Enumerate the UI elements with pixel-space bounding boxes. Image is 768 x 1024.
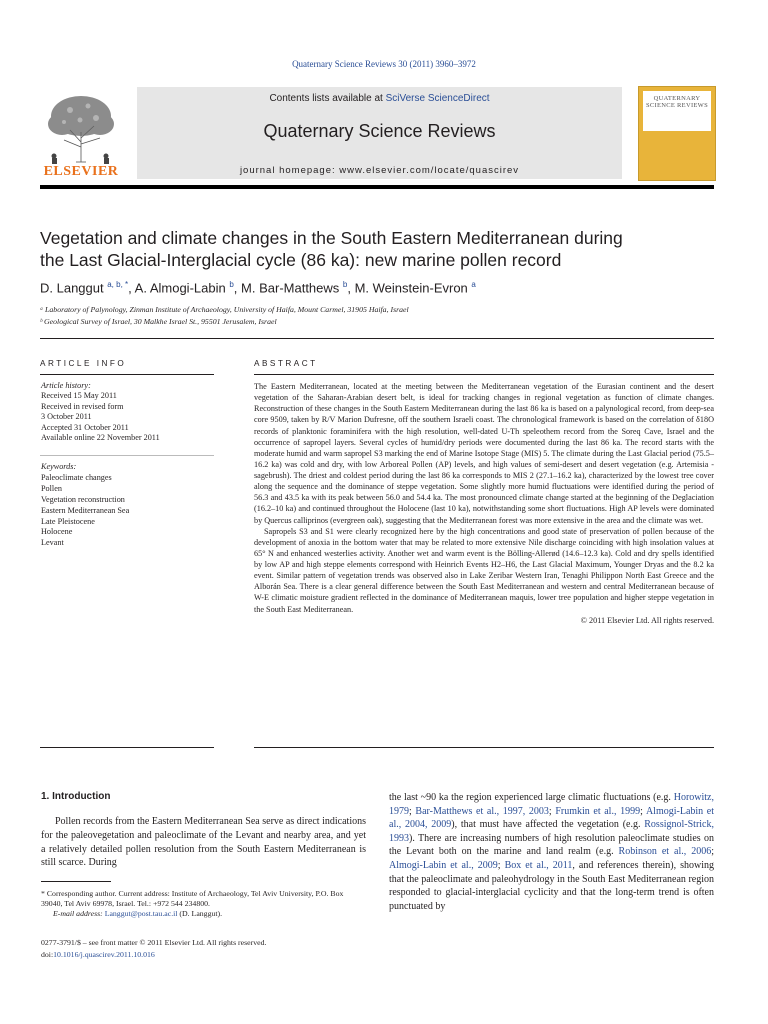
keyword: Vegetation reconstruction [41,494,125,504]
intro-text-run: the last ~90 ka the region experienced large climatic fluctuations (e.g. [389,792,674,803]
abstract-paragraph-1: The Eastern Mediterranean, located at the meeting between the Mediterranean vegetation of the Eurasian continent and the desert vegetation of the Saharan-Arabian desert belt, is ideal for tracking changes in regional vegetation as function of climate changes. Reconstruction of these changes in the South Eastern Mediterranean during the last 86 ka is based on a palynological record, from deep-sea core 9509, taken by R/V Marion Dufresne, off the southern Israeli coast. The chronological framework is based on the correlation of δ18O records of planktonic foraminifera with the high resolution, well-dated U-Th speleothem record from the Soreq Cave, Israel and the occurrence of sapropel layers. Several cycles of humid/dry periods were documented during the last 86 ka. The record starts with the moderate humid and warm sapropel S3 marking the end of Marine Isotope Stage (MIS) 5. The climate during the Last Glacial period (75.5–16.2 ka) was cold and dry, with low Arboreal Pollen (AP) levels, and high values of semi-desert and desert vegetation (e.g. Artemisia - sagebrush). The driest and coldest period during the last 86 ka corresponds to MIS 2 (27.1–16.2 ka), characterized by the lowest tree cover along the sequence and the dominance of steppe vegetation. Some slightly more humid fluctuations were identified during the period of 56.3 and 43.5 ka with its peak between 56.0 and 54.4 ka. The most pronounced climate change started at the beginning of the Deglaciation (16.2–10 ka) and continued throughout the Holocene (last 10 ka), notwithstanding some short fluctuations. High AP levels were dominated by Quercus calliprinos (evergreen oak), suggesting that the Mediterranean forest was more extensive in the area and the climate was wet. [254,382,714,525]
keyword: Pollen [41,483,62,493]
contents-prefix: Contents lists available at [269,93,386,104]
history-label: Article history: [41,381,91,390]
intro-text-run: ; [711,846,714,858]
citation-link[interactable]: Frumkin et al., 1999 [555,805,641,817]
keyword: Eastern Mediterranean Sea [41,505,130,515]
author-name[interactable]: A. Almogi-Labin [134,280,226,296]
citation-link[interactable]: Bar-Matthews et al., 1997, 2003 [415,805,549,817]
intro-text-run: ; [548,805,556,817]
cover-title: QUATERNARY SCIENCE REVIEWS [645,95,709,109]
elsevier-wordmark[interactable]: ELSEVIER [43,164,119,179]
introduction-text-right [389,791,714,913]
intro-text-run: ; [409,805,416,817]
history-item: Accepted 31 October 2011 [41,422,129,432]
title-line-1: Vegetation and climate changes in the South Eastern Mediterranean during [40,228,623,248]
info-divider [40,455,214,456]
history-item: Received 15 May 2011 [41,391,117,401]
author-affil-sup[interactable]: a, b, * [107,280,129,289]
citation-link[interactable]: Box et al., 2011 [504,859,573,871]
introduction-text-left: Pollen records from the Eastern Mediterranean Sea serve as direct indications for the paleovegetation and paleoclimate of the Levant and nearby area, and yet a relatively detailed pollen resolution from the South Eastern Mediterranean is still scarce. During [41,816,366,869]
copyright-line: © 2011 Elsevier Ltd. All rights reserved. [580,615,714,625]
citation-link[interactable]: Robinson et al., 2006 [618,846,712,858]
abstract-heading: ABSTRACT [254,359,318,368]
email-label: E-mail address: [53,909,105,919]
abstract-body [254,381,714,626]
author-affil-sup[interactable]: b [342,280,348,289]
abstract-paragraph-2: Sapropels S3 and S1 were clearly recognized here by the high concentrations and good state of preservation of pollen because of the development of anoxia in the bottom water that may be related to more extensive Nile discharge coinciding with high insolation values at 65° N and enhanced westerlies activity. Another wet and warm event is the Bölling-Allerød (14.6–12.3 ka). Cold and dry spells identified by low AP and high steppe elements correspond with Heinrich Events H2–H6, the Last Glacial Maximum, Younger Dryas and the 8.2 ka event. Similar pattern of vegetation trends was observed also in Lake Zeribar Western Iran, Tenaghi Philippon North East Greece and the Alborán Sea. There is a clear general difference between the South East Mediterranean and western and central Mediterranean because of W-E climatic moisture gradient reflected in the dominance of Mediterranean maquis, lower tree population and higher steppe vegetation in the South East Mediterranean. [254,526,714,614]
bottom-meta [41,937,366,961]
email-suffix: (D. Langgut). [177,909,223,919]
author-list: D. Langgut $^{a, b, *}$, A. Almogi-Labin $^b$, M. Bar-Matthews $^b$, M. Weinstein-Evron $^a$ [40,280,476,296]
intro-text-run: , and references therein), showing that the paleoclimate and paleohydrology in the South East Mediterranean region responded to glacial-interglacial cyclicity and that the long-term trend is often punctuated by [389,859,715,912]
title-line-2: the Last Glacial-Interglacial cycle (86 ka): new marine pollen record [40,250,562,270]
author-affil-sup[interactable]: b [229,280,234,289]
author-name[interactable]: M. Weinstein-Evron [354,280,468,296]
citation-link[interactable]: Horowitz, 1979 [389,792,714,817]
journal-title: Quaternary Science Reviews [263,121,496,141]
journal-homepage[interactable]: journal homepage: www.elsevier.com/locate/quascirev [239,165,520,176]
keywords-label: Keywords: [41,462,77,471]
citation-link[interactable]: Almogi-Labin et al., 2009 [389,859,498,871]
affiliation-a: ᵃ Laboratory of Palynology, Zinman Institute of Archaeology, University of Haifa, Mount Carmel, 31905 Haifa, Israel [40,305,409,314]
article-history [41,381,215,443]
info-bottom-rule [40,747,214,748]
abstract-rule [254,374,714,375]
keyword: Levant [41,538,64,548]
section-rule [40,338,714,339]
sciencedirect-link[interactable]: SciVerse ScienceDirect [385,93,490,104]
doi-link[interactable]: 10.1016/j.quascirev.2011.10.016 [53,950,155,959]
corresponding-author-note: * Corresponding author. Current address: Institute of Archaeology, Tel Aviv University, P.O. Box 39040, Tel Aviv 69978, Israel. Tel.: +972 544 234800. [41,889,344,909]
author-name[interactable]: D. Langgut [40,280,104,296]
footnote [41,889,366,920]
affiliation-b: ᵇ Geological Survey of Israel, 30 Malkhe Israel St., 95501 Jerusalem, Israel [40,317,277,326]
keyword: Paleoclimate changes [41,472,112,482]
paper-title [40,227,700,271]
history-item: 3 October 2011 [41,412,92,422]
introduction-heading: 1. Introduction [41,791,111,802]
info-rule [40,374,214,375]
contents-line [137,93,622,104]
keywords [41,462,215,549]
journal-citation[interactable]: Quaternary Science Reviews 30 (2011) 3960–3972 [292,59,476,69]
article-info-heading: ARTICLE INFO [40,359,127,368]
author-name[interactable]: M. Bar-Matthews [241,280,340,296]
history-item: Available online 22 November 2011 [41,433,160,443]
citation-link[interactable]: Rossignol-Strick, 1993 [389,819,714,844]
intro-text-run: ; [497,859,505,871]
footnote-rule [41,881,111,882]
email-link[interactable]: Langgut@post.tau.ac.il [104,909,178,919]
header-rule [40,185,714,189]
doi-prefix: doi: [41,950,54,959]
abstract-bottom-rule [254,747,714,748]
keyword: Holocene [41,527,73,537]
keyword: Late Pleistocene [41,516,95,526]
citation-link[interactable]: Almogi-Labin et al., 2004, 2009 [389,805,715,831]
history-item: Received in revised form [41,401,124,411]
intro-text-run: ; [640,805,646,817]
author-affil-sup[interactable]: a [471,280,476,289]
journal-cover-image[interactable] [638,86,716,181]
intro-text-run: ). There are increasing numbers of high resolution paleoclimate studies on the Levant both on the marine and land realm (e.g. [389,832,714,858]
intro-text-run: ), that must have affected the vegetation (e.g. [451,819,645,831]
issn-line: 0277-3791/$ – see front matter © 2011 Elsevier Ltd. All rights reserved. [41,938,267,947]
